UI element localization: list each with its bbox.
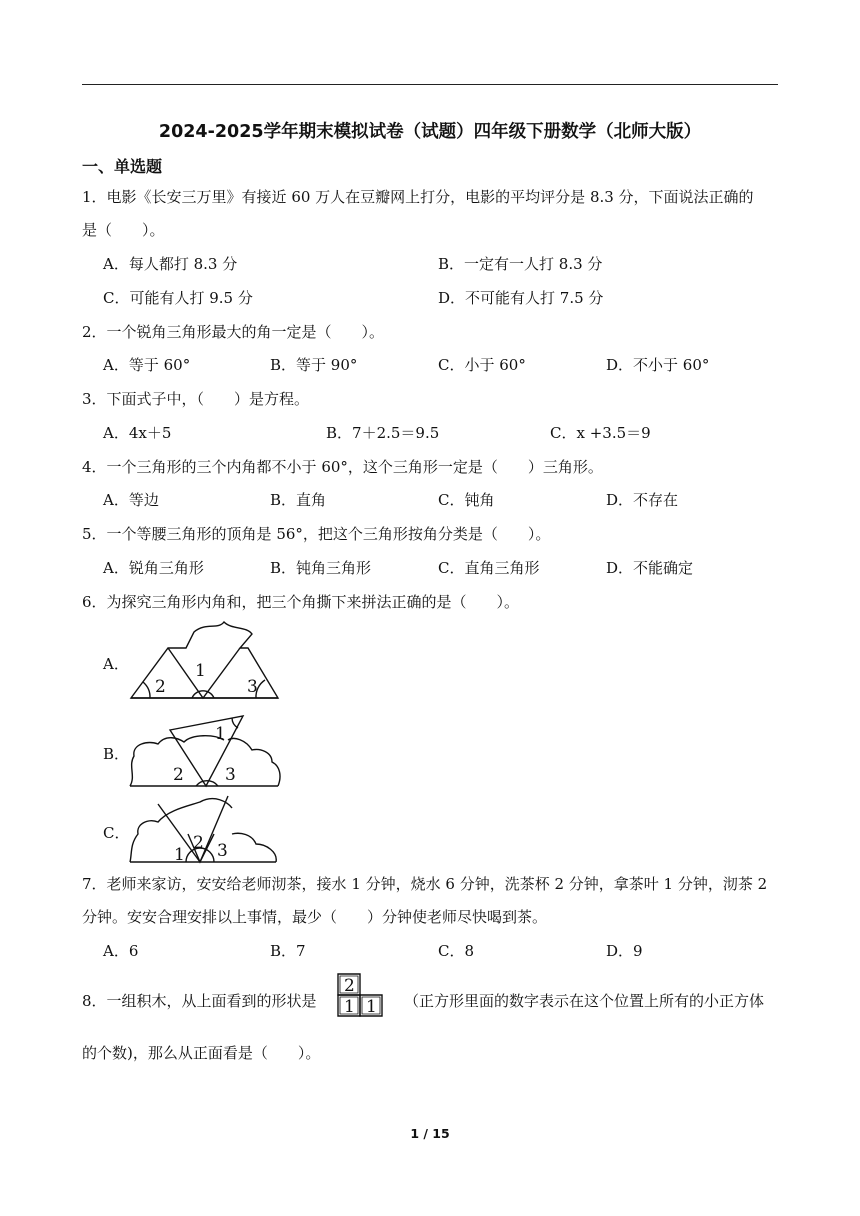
- q2-option-b[interactable]: B．等于 90°: [270, 356, 358, 374]
- q6-figure-c: [128, 794, 288, 866]
- q3-option-b[interactable]: B．7＋2.5＝9.5: [326, 424, 440, 442]
- q7-option-c[interactable]: C．8: [438, 942, 475, 960]
- q7-option-b[interactable]: B．7: [270, 942, 306, 960]
- q4-option-c[interactable]: C．钝角: [438, 491, 495, 509]
- question-7-text-cont: 分钟。安安合理安排以上事情，最少（ ）分钟使老师尽快喝到茶。: [82, 908, 548, 926]
- q6b-angle-3: 3: [225, 765, 236, 785]
- question-8-text-cont: 的个数)，那么从正面看是（ ）。: [82, 1044, 321, 1062]
- q6-figure-a: [128, 620, 288, 702]
- q6c-angle-1: 1: [174, 845, 185, 865]
- q1-option-c[interactable]: C．可能有人打 9.5 分: [103, 289, 253, 307]
- q6c-angle-2: 2: [193, 833, 204, 853]
- question-7-text: 7．老师来家访，安安给老师沏茶，接水 1 分钟，烧水 6 分钟，洗茶杯 2 分钟，拿茶叶 1 分钟，沏茶 2: [82, 875, 768, 893]
- q4-option-d[interactable]: D．不存在: [606, 491, 679, 509]
- q6-option-b[interactable]: B．: [103, 745, 130, 763]
- q7-option-d[interactable]: D．9: [606, 942, 643, 960]
- q6a-angle-3: 3: [247, 677, 258, 697]
- q8-grid-bottom-left: 1: [344, 997, 355, 1017]
- q6-option-c[interactable]: C．: [103, 824, 130, 842]
- q6a-angle-2: 2: [155, 677, 166, 697]
- question-1-text: 1．电影《长安三万里》有接近 60 万人在豆瓣网上打分，电影的平均评分是 8.3 分，下面说法正确的: [82, 188, 754, 206]
- question-6-text: 6．为探究三角形内角和，把三个角撕下来拼法正确的是（ ）。: [82, 593, 520, 611]
- q3-option-a[interactable]: A．4x＋5: [103, 424, 172, 442]
- question-2-text: 2．一个锐角三角形最大的角一定是（ ）。: [82, 323, 385, 341]
- page-title: 2024-2025学年期末模拟试卷（试题）四年级下册数学（北师大版）: [158, 122, 702, 142]
- q8-grid-top: 2: [344, 976, 355, 996]
- q5-option-c[interactable]: C．直角三角形: [438, 559, 540, 577]
- q6b-angle-1: 1: [215, 724, 226, 744]
- header-rule: [82, 84, 778, 85]
- q4-option-b[interactable]: B．直角: [270, 491, 327, 509]
- q6b-angle-2: 2: [173, 765, 184, 785]
- question-8-text: 8．一组积木，从上面看到的形状是: [82, 992, 317, 1010]
- q2-option-c[interactable]: C．小于 60°: [438, 356, 526, 374]
- section-heading: 一、单选题: [82, 157, 163, 176]
- q1-option-d[interactable]: D．不可能有人打 7.5 分: [438, 289, 604, 307]
- q6-figure-b: [128, 712, 288, 790]
- question-4-text: 4．一个三角形的三个内角都不小于 60°，这个三角形一定是（ ）三角形。: [82, 458, 603, 476]
- q1-option-a[interactable]: A．每人都打 8.3 分: [103, 255, 238, 273]
- q7-option-a[interactable]: A．6: [103, 942, 139, 960]
- q4-option-a[interactable]: A．等边: [103, 491, 159, 509]
- question-8-text-right: （正方形里面的数字表示在这个位置上所有的小正方体: [404, 992, 765, 1010]
- q3-option-c[interactable]: C．x +3.5＝9: [550, 424, 651, 442]
- q5-option-d[interactable]: D．不能确定: [606, 559, 694, 577]
- q8-grid-bottom-right: 1: [366, 997, 377, 1017]
- q1-option-b[interactable]: B．一定有一人打 8.3 分: [438, 255, 603, 273]
- q8-top-view-grid: [336, 972, 386, 1018]
- page-number: 1 / 15: [410, 1126, 450, 1141]
- q5-option-b[interactable]: B．钝角三角形: [270, 559, 372, 577]
- q2-option-d[interactable]: D．不小于 60°: [606, 356, 710, 374]
- q6c-angle-3: 3: [217, 841, 228, 861]
- question-1-text-cont: 是（ ）。: [82, 221, 165, 239]
- q6a-angle-1: 1: [195, 661, 206, 681]
- q5-option-a[interactable]: A．锐角三角形: [103, 559, 204, 577]
- q2-option-a[interactable]: A．等于 60°: [103, 356, 191, 374]
- question-5-text: 5．一个等腰三角形的顶角是 56°，把这个三角形按角分类是（ ）。: [82, 525, 551, 543]
- question-3-text: 3．下面式子中，（ ）是方程。: [82, 390, 310, 408]
- q6-option-a[interactable]: A．: [103, 655, 129, 673]
